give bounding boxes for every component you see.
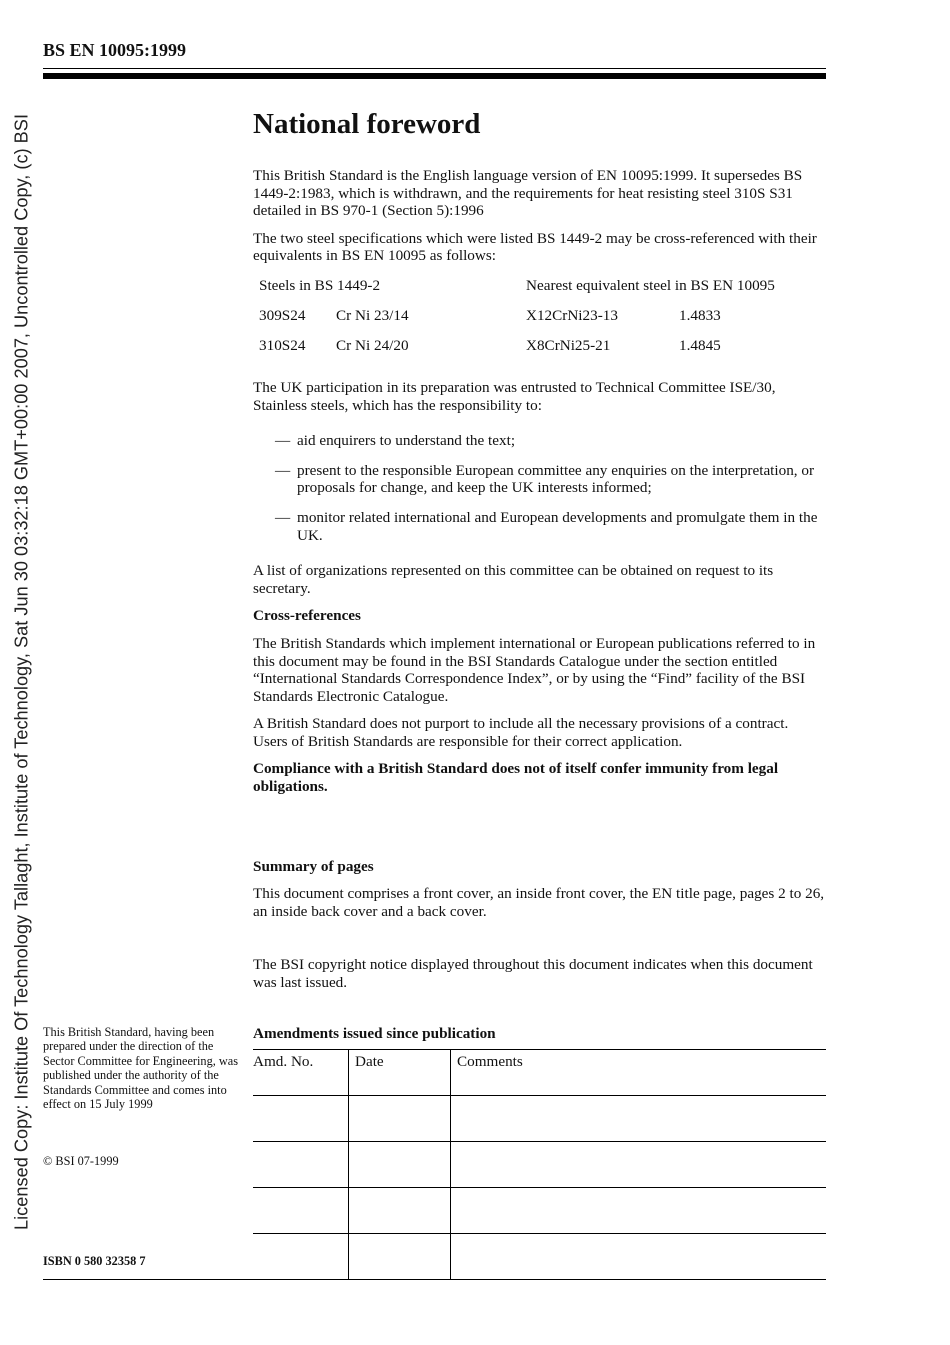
table-row: [253, 1188, 826, 1234]
table-cell: [451, 1234, 827, 1280]
table-cell: [451, 1096, 827, 1142]
contract-paragraph: A British Standard does not purport to include all the necessary provisions of a contract. Users of British Standards are responsible for their correct application.: [253, 715, 789, 750]
cross-references-paragraph: The British Standards which implement international or European publications referred to in this document may be found in the BSI Standards Catalogue under the section entitled “International Standards Correspondence Index”, or by using the “Find” facility of the BSI Standards Electronic Catalogue.: [253, 634, 816, 705]
steel-equivalents-table: [253, 277, 775, 367]
list-item: [253, 509, 826, 544]
summary-paragraph: This document comprises a front cover, an inside front cover, the EN title page, pages 2 to 26, an inside back cover and a back cover.: [253, 885, 825, 920]
header-rule-thin: [43, 68, 826, 69]
column-header-date: Date: [349, 1050, 451, 1096]
table-cell: 1.4845: [679, 336, 721, 354]
table-cell: Cr Ni 24/20: [336, 336, 409, 354]
table-cell: X8CrNi25-21: [526, 336, 611, 354]
isbn-text: ISBN 0 580 32358 7: [43, 1254, 146, 1268]
summary-heading: Summary of pages: [253, 857, 374, 875]
table-cell: [349, 1142, 451, 1188]
main-content: [253, 106, 826, 1002]
amendments-table: [253, 1049, 826, 1280]
dash-marker: —: [275, 432, 291, 450]
list-item-text: aid enquirers to understand the text;: [297, 432, 516, 450]
amendments-heading: Amendments issued since publication: [253, 1025, 496, 1042]
organizations-paragraph: A list of organizations represented on this committee can be obtained on request to its secretary.: [253, 562, 774, 597]
responsibilities-list: [253, 432, 826, 544]
standard-code: BS EN 10095:1999: [43, 40, 187, 60]
cross-references-heading: Cross-references: [253, 607, 361, 625]
table-cell: [253, 1234, 349, 1280]
header-bsen10095: Nearest equivalent steel in BS EN 10095: [526, 276, 775, 294]
table-row: [253, 1142, 826, 1188]
list-item-text: present to the responsible European committee any enquiries on the interpretation, or proposals for change, and keep the UK interests informed;: [297, 461, 815, 497]
copyright-notice-paragraph: The BSI copyright notice displayed throughout this document indicates when this document was last issued.: [253, 956, 813, 992]
intro-paragraph: This British Standard is the English language version of EN 10095:1999. It supersedes BS 1449-2:1983, which is withdrawn, and the requirements for heat resisting steel 310S S31 detailed in BS 970-1 (Section 5):1996: [253, 167, 803, 220]
header-rule-thick: [43, 73, 826, 79]
table-cell: [349, 1234, 451, 1280]
list-item: [253, 462, 826, 497]
dash-marker: —: [275, 508, 291, 526]
publication-note: This British Standard, having been prepared under the direction of the Sector Committee for Engineering, was published under the authority of the Standards Committee and comes into effect on 15 July 1999: [43, 1025, 238, 1112]
list-item-text: monitor related international and European developments and promulgate them in the UK.: [297, 508, 818, 544]
table-cell: [253, 1142, 349, 1188]
table-cell: Cr Ni 23/14: [336, 306, 409, 324]
table-row: [253, 1234, 826, 1280]
table-header-row: [253, 277, 775, 307]
table-cell: [253, 1188, 349, 1234]
table-cell: [349, 1096, 451, 1142]
table-header-row: [253, 1050, 826, 1096]
license-watermark: Licensed Copy: Institute Of Technology Tallaght, Institute of Technology, Sat Jun 30 03:32:18 GMT+00:00 2007, Uncontrolled Copy, (c) BSI: [11, 114, 32, 1230]
compliance-statement: Compliance with a British Standard does not of itself confer immunity from legal obligations.: [253, 760, 779, 796]
header-bs1449: Steels in BS 1449-2: [259, 276, 381, 294]
table-cell: [253, 1096, 349, 1142]
column-header-comments: Comments: [451, 1050, 827, 1096]
table-cell: [451, 1142, 827, 1188]
page-title: National foreword: [253, 108, 481, 140]
dash-marker: —: [275, 461, 291, 479]
table-cell: [349, 1188, 451, 1234]
committee-paragraph: The UK participation in its preparation was entrusted to Technical Committee ISE/30, Stainless steels, which has the responsibility to:: [253, 378, 776, 414]
table-cell: 1.4833: [679, 306, 721, 324]
table-row: [253, 1096, 826, 1142]
table-cell: 309S24: [259, 306, 306, 324]
copyright-text: © BSI 07-1999: [43, 1154, 119, 1168]
table-row: [253, 307, 775, 337]
table-cell: 310S24: [259, 336, 306, 354]
table-cell: X12CrNi23-13: [526, 306, 618, 324]
column-header-amd-no: Amd. No.: [253, 1050, 349, 1096]
table-row: [253, 337, 775, 367]
cross-reference-intro: The two steel specifications which were listed BS 1449-2 may be cross-referenced with their equivalents in BS EN 10095 as follows:: [253, 229, 817, 265]
footer-rule: [43, 1279, 826, 1280]
list-item: [253, 432, 826, 450]
table-cell: [451, 1188, 827, 1234]
